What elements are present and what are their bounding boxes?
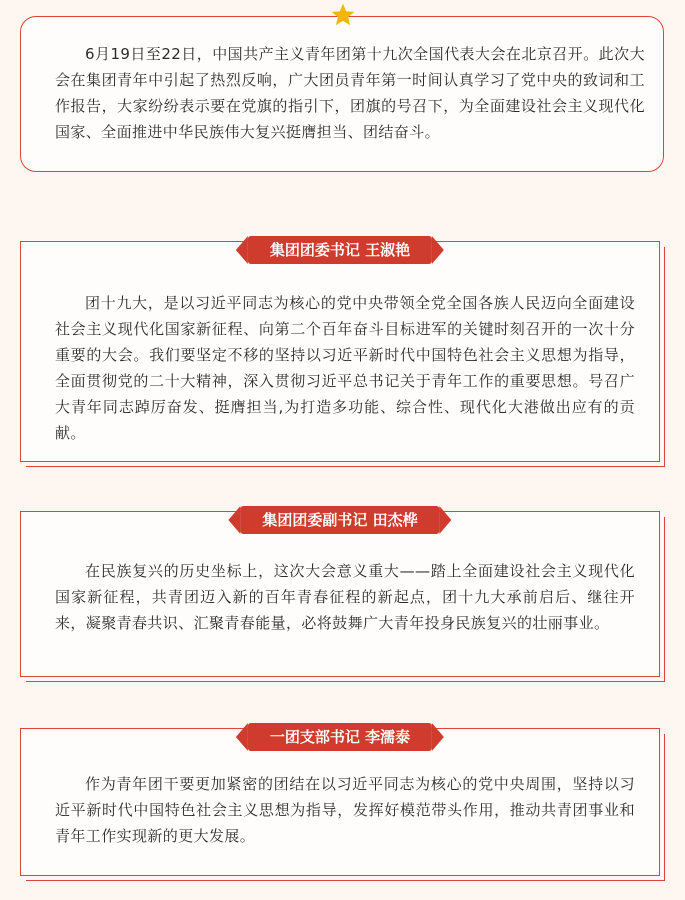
section-title-ribbon: 集团团委副书记 田杰桦 <box>240 506 439 534</box>
statement-card-2 <box>20 511 660 677</box>
section-title-ribbon: 一团支部书记 李濡泰 <box>248 723 432 751</box>
statement-card-1 <box>20 241 660 462</box>
intro-box <box>20 16 664 172</box>
star-icon <box>330 2 356 28</box>
statement-text: 作为青年团干要更加紧密的团结在以习近平同志为核心的党中央周围，坚持以习近平新时代中国特色社会主义思想为指导，发挥好模范带头作用，推动共青团事业和青年工作实现新的更大发展。 <box>55 775 635 845</box>
statement-text: 在民族复兴的历史坐标上，这次大会意义重大——踏上全面建设社会主义现代化国家新征程，共青团迈入新的百年青春征程的新起点，团十九大承前启后、继往开来，凝聚青春共识、汇聚青春能量，必将鼓舞广大青年投身民族复兴的壮丽事业。 <box>55 562 635 632</box>
statement-card-3 <box>20 728 660 876</box>
section-title-ribbon: 集团团委书记 王淑艳 <box>248 236 432 264</box>
statement-text: 团十九大，是以习近平同志为核心的党中央带领全党全国各族人民迈向全面建设社会主义现代化国家新征程、向第二个百年奋斗目标进军的关键时刻召开的一次十分重要的大会。我们要坚定不移的坚持以习近平新时代中国特色社会主义思想为指导，全面贯彻党的二十大精神，深入贯彻习近平总书记关于青年工作的重要思想。号召广大青年同志踔厉奋发、挺膺担当,为打造多功能、综合性、现代化大港做出应有的贡献。 <box>55 294 635 442</box>
intro-text: 6月19日至22日，中国共产主义青年团第十九次全国代表大会在北京召开。此次大会在集团青年中引起了热烈反响，广大团员青年第一时间认真学习了党中央的致词和工作报告，大家纷纷表示要在党旗的指引下，团旗的号召下，为全面建设社会主义现代化国家、全面推进中华民族伟大复兴挺膺担当、团结奋斗。 <box>55 45 645 141</box>
